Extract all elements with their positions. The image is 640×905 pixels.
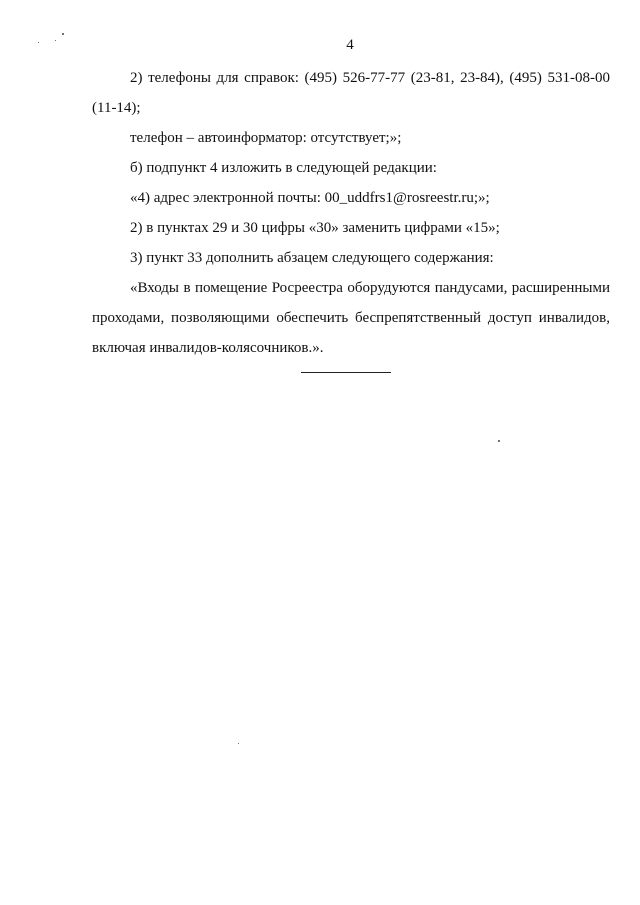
paragraph-phones: 2) телефоны для справок: (495) 526-77-77 (23-81, 23-84), (495) 531-08-00 (11-14); [92, 70, 610, 116]
scan-speck [498, 440, 500, 442]
paragraph-points-29-30: 2) в пунктах 29 и 30 цифры «30» заменить цифрами «15»; [130, 220, 500, 236]
paragraph-autoinformer: телефон – автоинформатор: отсутствует;»; [130, 130, 402, 146]
scan-speck [38, 42, 39, 43]
scan-speck [55, 40, 56, 41]
paragraph-point-33: 3) пункт 33 дополнить абзацем следующего содержания: [130, 250, 494, 266]
document-body [92, 63, 610, 363]
page-number: 4 [346, 37, 354, 53]
end-divider-line [301, 372, 391, 373]
paragraph-email: «4) адрес электронной почты: 00_uddfrs1@rosreestr.ru;»; [130, 190, 490, 206]
paragraph-subpoint-4: б) подпункт 4 изложить в следующей редакции: [130, 160, 437, 176]
scan-speck [238, 743, 239, 744]
paragraph-entrances: «Входы в помещение Росреестра оборудуются пандусами, расширенными проходами, позволяющими обеспечить беспрепятственный доступ инвалидов, включая инвалидов-колясочников.». [92, 280, 610, 356]
scan-speck [62, 33, 64, 35]
